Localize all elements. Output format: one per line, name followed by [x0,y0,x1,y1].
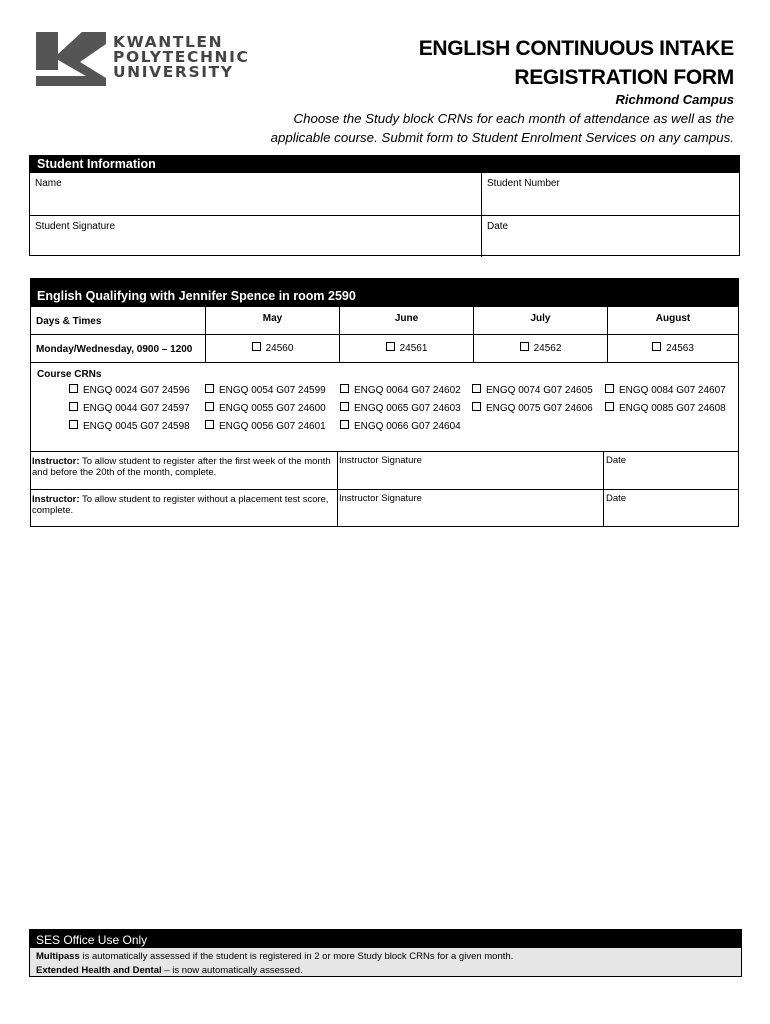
instructor-date-label: Date [606,493,627,504]
date-field[interactable] [482,216,739,257]
checkbox[interactable] [205,420,214,429]
instructor-date-label: Date [606,455,627,466]
checkbox[interactable] [340,402,349,411]
course-crn-item[interactable] [205,384,326,396]
instructor-instruction: To allow student to register without a placement test score, complete. [32,494,329,516]
logo-line-2: POLYTECHNIC [113,48,250,66]
student-signature-label: Student Signature [35,221,116,232]
schedule-row [31,335,738,363]
month-august: August [607,307,738,334]
crn-text: ENGQ 0066 G07 24604 [354,421,461,432]
crn-text: ENGQ 0054 G07 24599 [219,385,326,396]
crn-text: ENGQ 0065 G07 24603 [354,403,461,414]
form-instructions [214,109,734,147]
month-june: June [339,307,473,334]
instructions-line-1: Choose the Study block CRNs for each month of attendance as well as the [293,111,734,126]
checkbox[interactable] [69,420,78,429]
checkbox[interactable] [69,402,78,411]
course-crn-item[interactable] [340,402,461,414]
study-block-crn: 24560 [265,343,294,354]
instructor-date-field[interactable] [604,490,738,526]
instructions-line-2: applicable course. Submit form to Student Enrolment Services on any campus. [270,130,734,145]
course-crn-item[interactable] [605,402,726,414]
checkbox[interactable] [605,402,614,411]
checkbox[interactable] [605,384,614,393]
checkbox[interactable] [520,342,529,351]
name-field[interactable] [30,173,482,215]
form-title-line-1: ENGLISH CONTINUOUS INTAKE [418,37,734,60]
form-title [419,34,734,92]
ehd-text: – is now automatically assessed. [161,965,303,976]
study-block-crn: 24563 [666,343,694,354]
month-july: July [473,307,607,334]
date-label: Date [487,221,509,232]
ehd-note [36,964,735,978]
course-crn-item[interactable] [472,402,593,414]
study-block-crn: 24562 [533,343,562,354]
course-heading: English Qualifying with Jennifer Spence in room 2590 [31,279,738,307]
checkbox[interactable] [69,384,78,393]
instructor-signature-field[interactable] [338,452,604,489]
instructor-date-field[interactable] [604,452,738,489]
study-block-june[interactable] [339,335,473,362]
crn-text: ENGQ 0045 G07 24598 [83,421,190,432]
course-crn-item[interactable] [69,384,190,396]
student-number-field[interactable] [482,173,739,215]
student-number-label: Student Number [487,178,560,189]
month-header-row [31,307,738,335]
crn-text: ENGQ 0074 G07 24605 [486,385,593,396]
crn-text: ENGQ 0056 G07 24601 [219,421,326,432]
instructor-instruction: To allow student to register after the first week of the month and before the 20th of the month, complete. [32,456,331,478]
study-block-july[interactable] [473,335,607,362]
crn-text: ENGQ 0055 G07 24600 [219,403,326,414]
crn-text: ENGQ 0064 G07 24602 [354,385,461,396]
month-may: May [205,307,339,334]
course-crn-item[interactable] [340,384,461,396]
course-crn-item[interactable] [69,402,190,414]
instructor-late-registration-row [31,451,738,489]
course-crn-item[interactable] [69,420,190,432]
multipass-note [36,950,735,964]
instructor-signature-field[interactable] [338,490,604,526]
checkbox[interactable] [386,342,395,351]
logo-wordmark [113,35,249,80]
crn-text: ENGQ 0044 G07 24597 [83,403,190,414]
course-crn-item[interactable] [205,402,326,414]
ses-office-section [29,929,742,977]
instructor-signature-label: Instructor Signature [339,493,422,504]
schedule-label: Monday/Wednesday, 0900 – 1200 [36,344,193,355]
checkbox[interactable] [340,384,349,393]
study-block-may[interactable] [205,335,339,362]
ses-office-heading: SES Office Use Only [30,930,741,948]
logo-line-1: KWANTLEN [113,33,224,51]
logo-line-3: UNIVERSITY [113,63,234,81]
crn-text: ENGQ 0024 G07 24596 [83,385,190,396]
checkbox[interactable] [340,420,349,429]
study-block-august[interactable] [607,335,738,362]
checkbox[interactable] [472,402,481,411]
course-crn-item[interactable] [605,384,726,396]
instructor-late-registration-text [31,452,338,489]
course-section [30,278,739,527]
study-block-crn: 24561 [399,343,428,354]
course-crn-item[interactable] [205,420,326,432]
course-crn-item[interactable] [472,384,593,396]
multipass-text: is automatically assessed if the student is registered in 2 or more Study block CRNs for a given month. [79,951,514,962]
course-crns-label: Course CRNs [37,369,102,380]
crn-text: ENGQ 0085 G07 24608 [619,403,726,414]
ses-office-notes [30,948,741,980]
name-label: Name [35,178,62,189]
campus-label: Richmond Campus [615,92,734,107]
checkbox[interactable] [205,384,214,393]
instructor-signature-label: Instructor Signature [339,455,422,466]
checkbox[interactable] [252,342,261,351]
course-crn-item[interactable] [340,420,461,432]
crn-text: ENGQ 0075 G07 24606 [486,403,593,414]
ehd-label: Extended Health and Dental [36,965,162,976]
student-info-heading: Student Information [30,156,739,173]
checkbox[interactable] [472,384,481,393]
student-info-section [29,155,740,256]
instructor-no-placement-text [31,490,338,526]
instructor-label: Instructor: [32,494,80,505]
instructor-label: Instructor: [32,456,80,467]
instructor-no-placement-row [31,489,738,526]
checkbox[interactable] [652,342,661,351]
multipass-label: Multipass [36,951,80,962]
days-times-label: Days & Times [36,316,102,327]
checkbox[interactable] [205,402,214,411]
student-signature-field[interactable] [30,216,482,257]
crn-text: ENGQ 0084 G07 24607 [619,385,726,396]
form-title-line-2: REGISTRATION FORM [514,66,734,89]
